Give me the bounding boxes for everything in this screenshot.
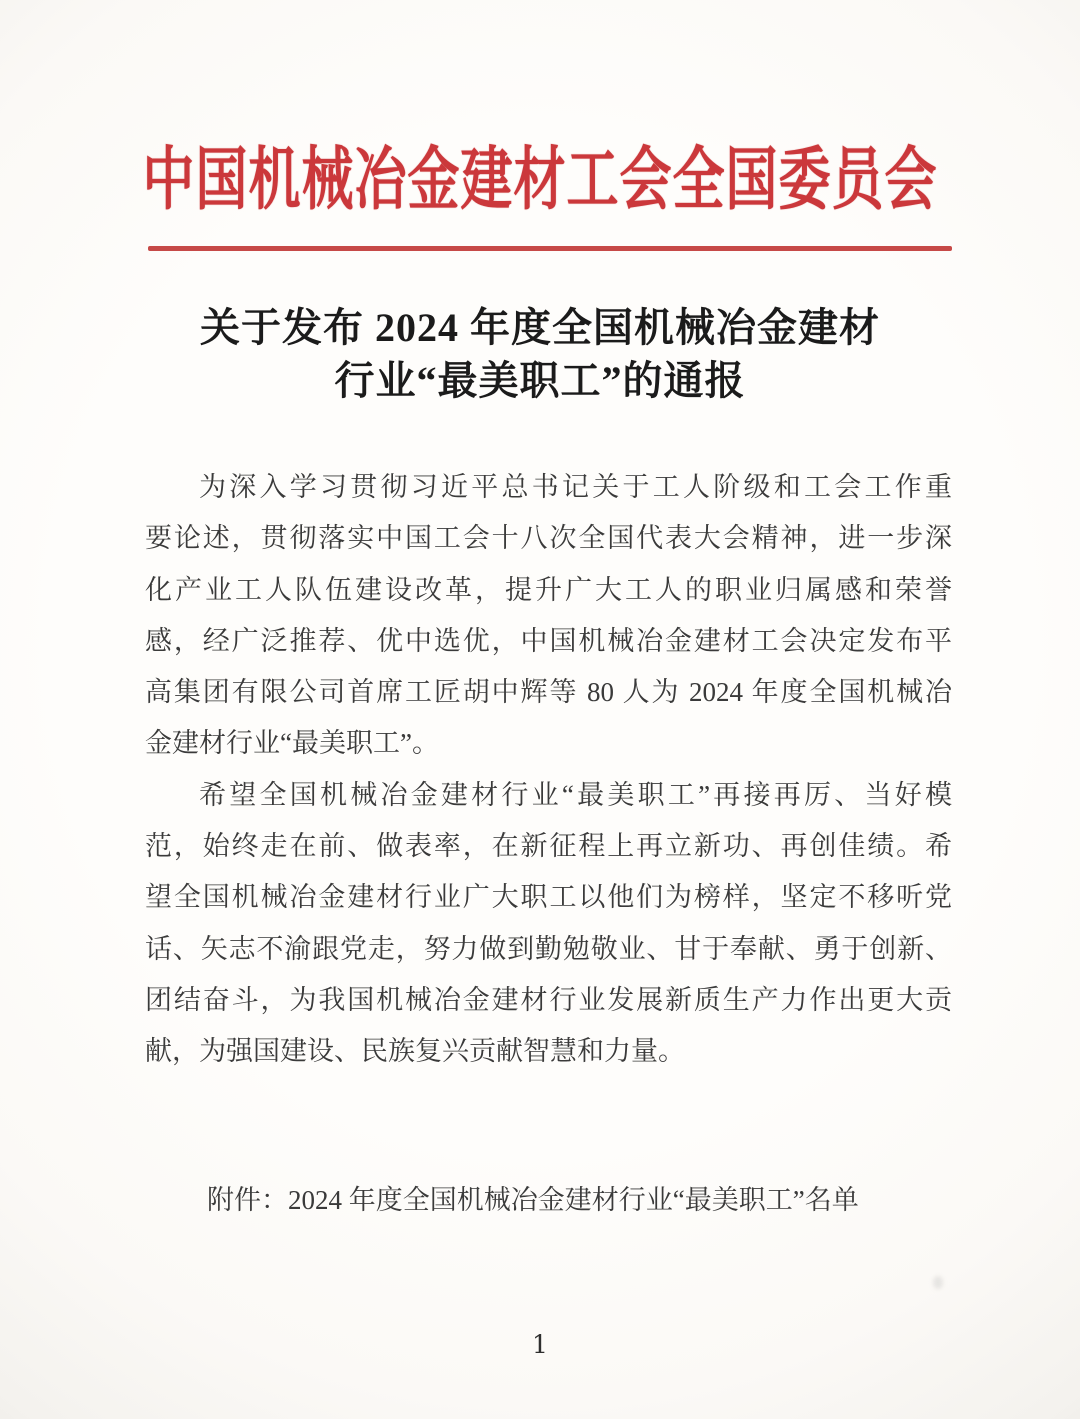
body-line: 为深入学习贯彻习近平总书记关于工人阶级和工会工作重 xyxy=(199,472,952,502)
body-line: 话、矢志不渝跟党走，努力做到勤勉敬业、甘于奉献、勇于创新、 xyxy=(145,933,952,964)
document-body xyxy=(145,462,952,1078)
body-line: 望全国机械冶金建材行业广大职工以他们为榜样，坚定不移听党 xyxy=(145,882,952,913)
body-line: 献，为强国建设、民族复兴贡献智慧和力量。 xyxy=(145,1036,685,1067)
attachment-line: 附件：2024 年度全国机械冶金建材行业“最美职工”名单 xyxy=(207,1185,859,1215)
document-title-line-2: 行业“最美职工”的通报 xyxy=(334,358,746,403)
letterhead-divider xyxy=(148,246,952,251)
body-line: 化产业工人队伍建设改革，提升广大工人的职业归属感和荣誉 xyxy=(145,574,952,605)
document-title-line-1: 关于发布 2024 年度全国机械冶金建材 xyxy=(200,305,880,350)
body-line: 高集团有限公司首席工匠胡中辉等 80 人为 2024 年度全国机械冶 xyxy=(145,677,952,708)
body-line: 希望全国机械冶金建材行业“最美职工”再接再厉、当好模 xyxy=(199,779,952,810)
document-title xyxy=(0,301,1080,407)
page-number: 1 xyxy=(532,1330,548,1359)
body-line: 感，经广泛推荐、优中选优，中国机械冶金建材工会决定发布平 xyxy=(145,625,952,656)
letterhead-title: 中国机械冶金建材工会全国委员会 xyxy=(142,143,938,219)
body-line: 团结奋斗，为我国机械冶金建材行业发展新质生产力作出更大贡 xyxy=(145,984,952,1015)
body-line: 范，始终走在前、做表率，在新征程上再立新功、再创佳绩。希 xyxy=(145,831,952,862)
scan-artifact xyxy=(933,1276,943,1289)
body-line: 金建材行业“最美职工”。 xyxy=(145,728,439,759)
body-line: 要论述，贯彻落实中国工会十八次全国代表大会精神，进一步深 xyxy=(145,523,952,554)
